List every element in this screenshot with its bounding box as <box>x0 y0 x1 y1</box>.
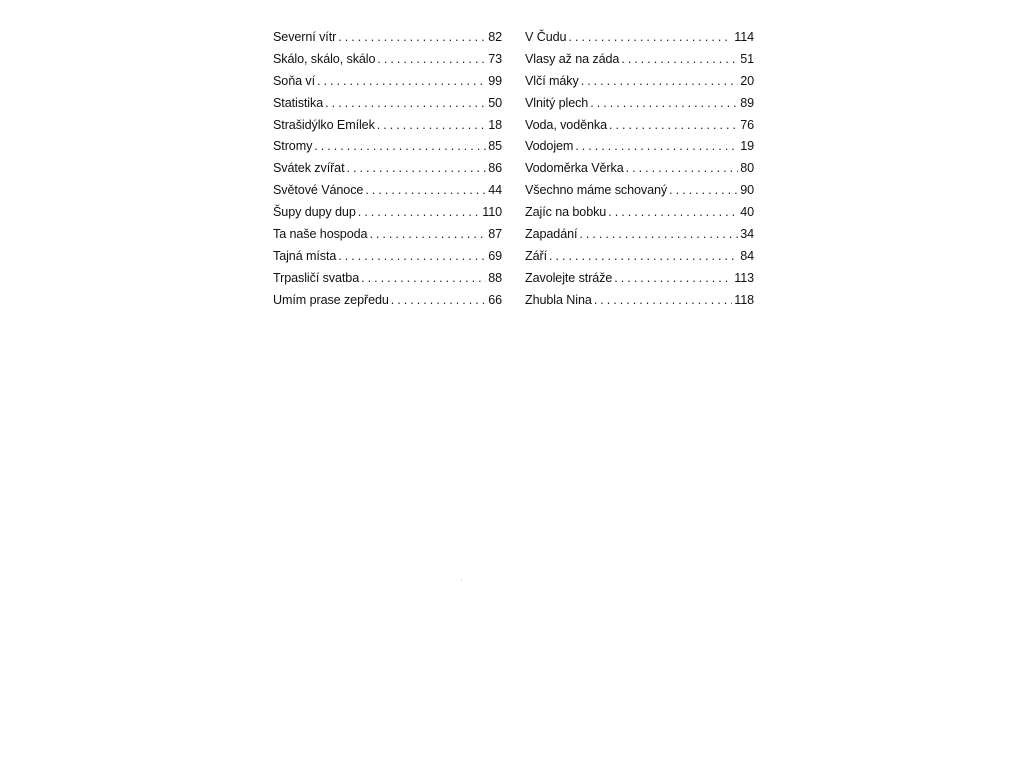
toc-entry-page: 90 <box>740 183 754 198</box>
toc-entry <box>525 27 754 49</box>
toc-entry-title: Vlnitý plech <box>525 95 589 110</box>
toc-entry <box>273 136 502 158</box>
toc-entry <box>273 71 502 93</box>
toc-entry-page: 40 <box>740 205 754 220</box>
toc-dot-leader <box>391 290 486 312</box>
toc-dot-leader <box>568 27 732 49</box>
toc-entry-page: 19 <box>740 139 754 154</box>
toc-entry-title: Zapadání <box>525 227 578 242</box>
toc-entry-title: Září <box>525 248 547 263</box>
toc-entry-title: Vodoměrka Věrka <box>525 161 624 176</box>
toc-entry-title: V Čudu <box>525 30 567 44</box>
toc-entry-title: Vlasy až na záda <box>525 51 620 66</box>
toc-dot-leader <box>377 49 486 71</box>
toc-entry <box>273 246 502 268</box>
toc-entry-page: 20 <box>740 73 754 88</box>
toc-dot-leader <box>317 71 486 93</box>
toc-entry-page: 34 <box>740 227 754 242</box>
toc-entry-title: Strašidýlko Emílek <box>273 117 375 132</box>
toc-dot-leader <box>590 93 738 115</box>
toc-entry-page: 76 <box>740 117 754 132</box>
toc-dot-leader <box>338 27 486 49</box>
toc-dot-leader <box>338 246 486 268</box>
toc-entry-title: Světové Vánoce <box>273 183 364 198</box>
toc-entry-page: 87 <box>488 227 502 242</box>
toc-entry <box>273 49 502 71</box>
toc-dot-leader <box>549 246 738 268</box>
toc-entry-page: 114 <box>734 30 754 44</box>
toc-dot-leader <box>614 268 732 290</box>
toc-entry <box>273 180 502 202</box>
toc-entry-title: Voda, voděnka <box>525 117 608 132</box>
toc-entry <box>525 224 754 246</box>
toc-entry-title: Severní vítr <box>273 30 337 44</box>
toc-entry-page: 66 <box>488 292 502 307</box>
toc-dot-leader <box>575 136 738 158</box>
toc-entry-title: Zhubla Nina <box>525 292 592 307</box>
toc-entry-title: Stromy <box>273 139 313 154</box>
toc-dot-leader <box>365 180 486 202</box>
toc-dot-leader <box>581 71 739 93</box>
toc-entry <box>525 246 754 268</box>
toc-entry <box>273 268 502 290</box>
toc-entry-page: 89 <box>740 95 754 110</box>
toc-entry-title: Soňa ví <box>273 73 316 88</box>
toc-entry-title: Všechno máme schovaný <box>525 183 668 198</box>
toc-entry-page: 82 <box>488 30 502 44</box>
toc-entry-title: Skálo, skálo, skálo <box>273 51 376 66</box>
toc-entry-title: Zavolejte stráže <box>525 270 613 285</box>
toc-entry-page: 18 <box>488 117 502 132</box>
toc-entry-title: Trpasličí svatba <box>273 270 360 285</box>
toc-column-right <box>525 27 754 312</box>
toc-entry <box>525 180 754 202</box>
toc-entry-title: Tajná místa <box>273 248 337 263</box>
toc-dot-leader <box>314 136 486 158</box>
toc-entry <box>525 49 754 71</box>
toc-entry-title: Svátek zvířat <box>273 161 345 176</box>
toc-entry-title: Zajíc na bobku <box>525 205 607 220</box>
toc-dot-leader <box>608 202 738 224</box>
toc-dot-leader <box>626 158 739 180</box>
toc-entry <box>525 158 754 180</box>
toc-dot-leader <box>369 224 486 246</box>
toc-entry-page: 118 <box>734 292 754 307</box>
scan-speck <box>461 580 462 581</box>
toc-entry-title: Vodojem <box>525 139 574 154</box>
toc-entry-page: 84 <box>740 248 754 263</box>
toc-column-left <box>273 27 502 312</box>
toc-entry <box>273 27 502 49</box>
toc-entry-page: 69 <box>488 248 502 263</box>
toc-entry <box>525 136 754 158</box>
toc-entry <box>273 158 502 180</box>
toc-dot-leader <box>347 158 487 180</box>
toc-dot-leader <box>594 290 732 312</box>
toc-entry-page: 88 <box>488 270 502 285</box>
toc-entry-title: Statistika <box>273 95 324 110</box>
toc-dot-leader <box>669 180 738 202</box>
toc-entry-page: 50 <box>488 95 502 110</box>
toc-entry-page: 80 <box>740 161 754 176</box>
toc-entry-page: 73 <box>488 51 502 66</box>
toc-entry-page: 85 <box>488 139 502 154</box>
toc-entry-page: 44 <box>488 183 502 198</box>
toc-entry-title: Vlčí máky <box>525 73 579 88</box>
toc-entry <box>525 268 754 290</box>
toc-dot-leader <box>358 202 480 224</box>
toc-entry <box>273 202 502 224</box>
toc-entry <box>273 93 502 115</box>
toc-entry-page: 86 <box>488 161 502 176</box>
toc-entry-page: 113 <box>734 270 754 285</box>
toc-dot-leader <box>579 224 738 246</box>
toc-entry-title: Ta naše hospoda <box>273 227 368 242</box>
toc-entry <box>525 93 754 115</box>
toc-entry <box>525 115 754 137</box>
toc-entry <box>273 115 502 137</box>
toc-dot-leader <box>325 93 486 115</box>
toc-entry <box>525 290 754 312</box>
toc-dot-leader <box>361 268 486 290</box>
toc-dot-leader <box>621 49 738 71</box>
toc-dot-leader <box>609 115 738 137</box>
toc-entry <box>273 290 502 312</box>
toc-entry <box>273 224 502 246</box>
toc-entry <box>525 71 754 93</box>
toc-entry-title: Umím prase zepředu <box>273 292 389 307</box>
toc-dot-leader <box>377 115 486 137</box>
toc-entry <box>525 202 754 224</box>
toc-entry-title: Šupy dupy dup <box>273 205 356 220</box>
toc-entry-page: 99 <box>488 73 502 88</box>
toc-entry-page: 51 <box>740 51 754 66</box>
toc-entry-page: 110 <box>482 205 502 220</box>
